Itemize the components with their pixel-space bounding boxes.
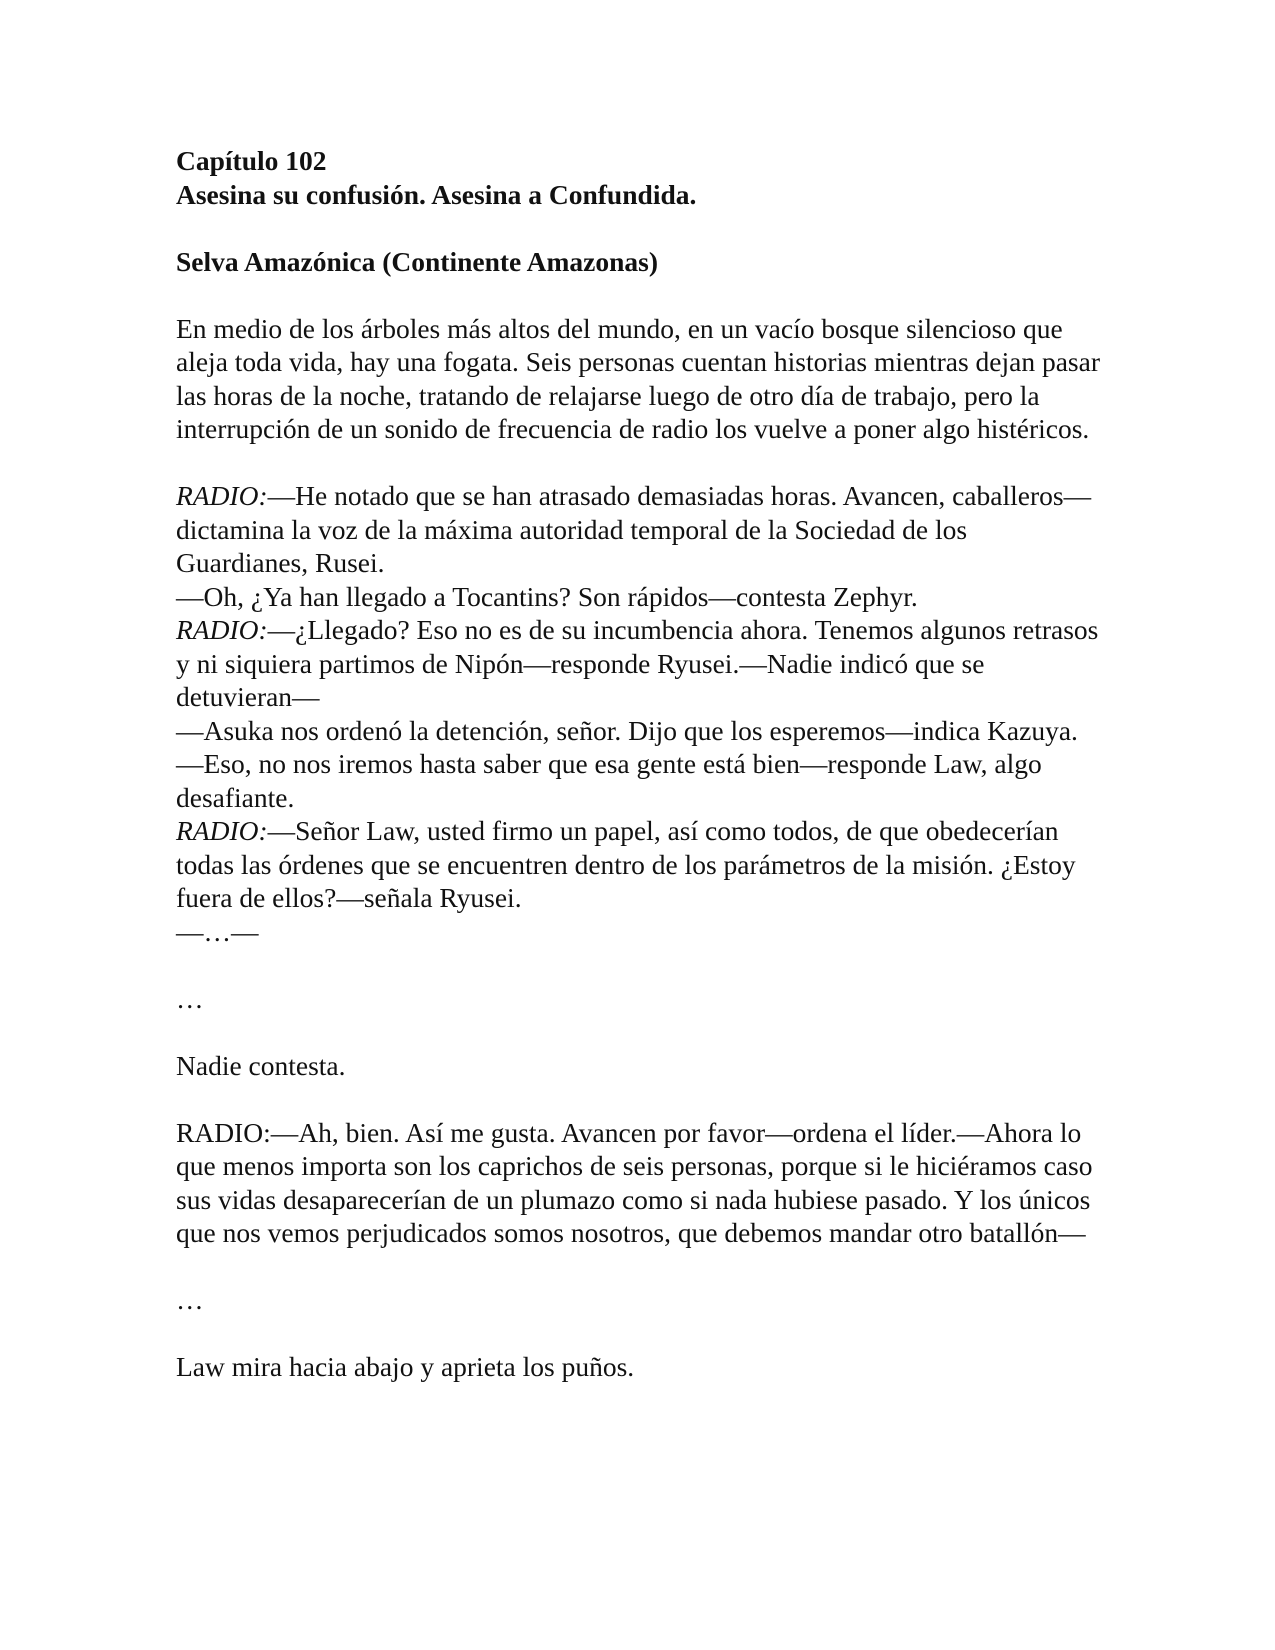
dialogue-line bbox=[176, 613, 1106, 714]
no-answer-line: Nadie contesta. bbox=[176, 1049, 346, 1081]
dialogue-text: —Oh, ¿Ya han llegado a Tocantins? Son rápidos—contesta Zephyr. bbox=[176, 580, 918, 612]
spacer bbox=[176, 948, 1106, 982]
dialogue-line bbox=[176, 747, 1106, 814]
chapter-number: Capítulo 102 bbox=[176, 145, 327, 176]
dialogue-line bbox=[176, 814, 1106, 915]
closing-line: Law mira hacia abajo y aprieta los puños. bbox=[176, 1351, 635, 1382]
ellipsis-break: … bbox=[176, 982, 204, 1014]
dialogue-text: —Señor Law, usted firmo un papel, así como todos, de que obedecerían todas las órdenes que se encuentren dentro de los parámetros de la misión. ¿Estoy fuera de ellos?—señala Ryusei. bbox=[176, 815, 1076, 913]
dialogue-text: —He notado que se han atrasado demasiadas horas. Avancen, caballeros—dictamina la voz de la máxima autoridad temporal de la Sociedad de los Guardianes, Rusei. bbox=[176, 480, 1092, 578]
dialogue-text: —Eso, no nos iremos hasta saber que esa gente está bien—responde Law, algo desafiante. bbox=[176, 748, 1042, 813]
dialogue-line bbox=[176, 915, 1106, 949]
document-page bbox=[176, 144, 1106, 1384]
location-heading: Selva Amazónica (Continente Amazonas) bbox=[176, 245, 658, 277]
spacer bbox=[176, 1250, 1106, 1284]
dialogue-speaker: RADIO: bbox=[176, 614, 268, 645]
spacer bbox=[176, 278, 1106, 312]
dialogue-speaker: RADIO: bbox=[176, 480, 268, 511]
dialogue-line bbox=[176, 580, 1106, 614]
dialogue-line bbox=[176, 479, 1106, 580]
spacer bbox=[176, 211, 1106, 245]
dialogue-text: —¿Llegado? Eso no es de su incumbencia ahora. Tenemos algunos retrasos y ni siquiera partimos de Nipón—responde Ryusei.—Nadie indicó que se detuvieran— bbox=[176, 614, 1099, 712]
spacer bbox=[176, 1082, 1106, 1116]
spacer bbox=[176, 1317, 1106, 1351]
chapter-title: Asesina su confusión. Asesina a Confundida. bbox=[176, 178, 697, 210]
dialogue-speaker: RADIO: bbox=[176, 815, 268, 846]
ellipsis-break: … bbox=[176, 1284, 204, 1315]
intro-paragraph: En medio de los árboles más altos del mundo, en un vacío bosque silencioso que aleja toda vida, hay una fogata. Seis personas cuentan historias mientras dejan pasar las horas de la noche, tratando de relajarse luego de otro día de trabajo, pero la interrupción de un sonido de frecuencia de radio los vuelve a poner algo histéricos. bbox=[176, 312, 1100, 444]
spacer bbox=[176, 1015, 1106, 1049]
dialogue-text: —Asuka nos ordenó la detención, señor. Dijo que los esperemos—indica Kazuya. bbox=[176, 714, 1078, 746]
dialogue-line bbox=[176, 714, 1106, 748]
dialogue-text: —…— bbox=[176, 915, 259, 947]
spacer bbox=[176, 446, 1106, 480]
radio-paragraph: RADIO:—Ah, bien. Así me gusta. Avancen por favor—ordena el líder.—Ahora lo que menos importa son los caprichos de seis personas, porque si le hiciéramos caso sus vidas desaparecerían de un plumazo como si nada hubiese pasado. Y los únicos que nos vemos perjudicados somos nosotros, que debemos mandar otro batallón— bbox=[176, 1116, 1093, 1248]
